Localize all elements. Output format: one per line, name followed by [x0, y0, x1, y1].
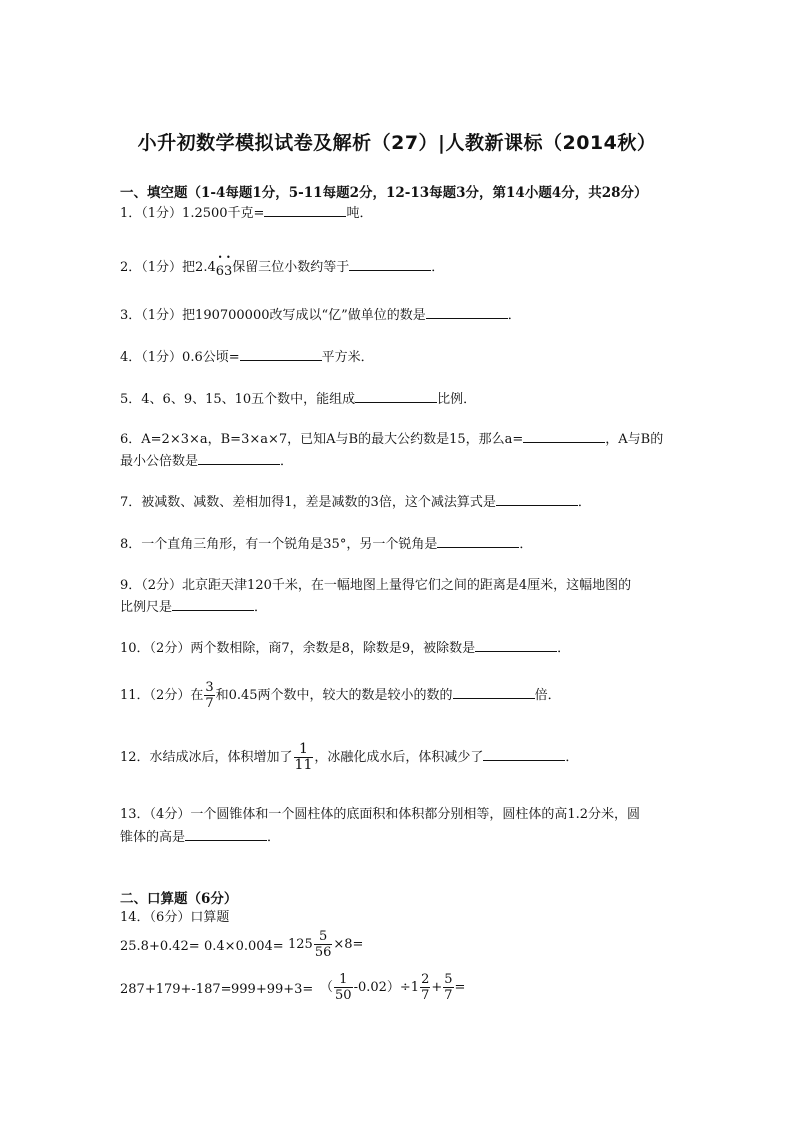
- question-6: [120, 429, 663, 450]
- fraction-numerator: 1: [334, 972, 353, 988]
- fraction-denominator: 7: [444, 988, 453, 1003]
- question-12-text: 12．水结成冰后，体积增加了: [120, 750, 293, 765]
- answer-blank[interactable]: [198, 451, 280, 465]
- equals-sign: =: [454, 980, 466, 995]
- open-paren: （: [320, 980, 334, 995]
- question-9-text-2: 比例尺是: [120, 600, 173, 615]
- question-12-tail: ，冰融化成水后，体积减少了: [314, 750, 484, 765]
- question-13: 13．（4分）一个圆锥体和一个圆柱体的底面积和体积都分别相等，圆柱体的高1.2分米，圆: [120, 807, 640, 822]
- section-1-heading: 一、填空题（1-4每题1分，5-11每题2分，12-13每题3分，第14小题4分，共28分）: [120, 185, 648, 201]
- calc-item: 0.4×0.004=: [204, 939, 284, 954]
- fraction-numerator: 3: [205, 680, 214, 695]
- question-4-unit: 平方米．: [321, 350, 374, 365]
- calc-item: 25.8+0.42=: [120, 939, 200, 954]
- question-1-text: 1．（1分）1.2500千克=: [120, 206, 265, 221]
- answer-blank[interactable]: [240, 347, 322, 361]
- fraction-numerator: 1: [294, 742, 314, 758]
- period: ．: [519, 537, 533, 552]
- question-6-tail: ，A与B的: [605, 432, 664, 447]
- question-12: [120, 742, 578, 773]
- page-title: 小升初数学模拟试卷及解析（27）|人教新课标（2014秋）: [137, 132, 657, 154]
- question-5-text: 5．4、6、9、15、10五个数中，能组成: [120, 392, 356, 407]
- question-4-text: 4．（1分）0.6公顷=: [120, 350, 240, 365]
- question-11-text: 11．（2分）在: [120, 688, 204, 703]
- question-1-unit: 吨．: [346, 206, 373, 221]
- question-2-tail: 保留三位小数约等于: [232, 260, 350, 275]
- calc-item-mixed: [288, 929, 363, 960]
- question-5: [120, 389, 476, 410]
- period: ．: [254, 600, 268, 615]
- question-9: 9．（2分）北京距天津120千米，在一幅地图上量得它们之间的距离是4厘米，这幅地图的: [120, 578, 632, 593]
- repeating-digit: • 3: [224, 262, 232, 282]
- answer-blank[interactable]: [475, 638, 557, 652]
- answer-blank[interactable]: [523, 429, 605, 443]
- fraction-denominator: 56: [314, 945, 332, 960]
- answer-blank[interactable]: [185, 827, 267, 841]
- question-1: [120, 203, 372, 224]
- question-13-line-2: [120, 827, 280, 848]
- question-6-text: 6．A=2×3×a，B=3×a×7，已知A与B的最大公约数是15，那么a=: [120, 432, 524, 447]
- period: ．: [577, 495, 591, 510]
- question-7-text: 7．被减数、减数、差相加得1，差是减数的3倍，这个减法算式是: [120, 495, 496, 510]
- answer-blank[interactable]: [355, 389, 437, 403]
- fraction-denominator: 7: [421, 988, 430, 1003]
- answer-blank[interactable]: [453, 685, 535, 699]
- answer-blank[interactable]: [437, 534, 519, 548]
- fraction-numerator: 2: [421, 972, 430, 987]
- calc-item: 999+99+3=: [231, 982, 314, 997]
- calc-item-complex: [320, 972, 465, 1003]
- section-2-heading: 二、口算题（6分）: [120, 891, 238, 907]
- question-8: [120, 534, 532, 555]
- question-5-tail: 比例．: [437, 392, 477, 407]
- fraction: [314, 929, 333, 960]
- question-3-text: 3．（1分）把190700000改写成以“亿”做单位的数是: [120, 308, 426, 323]
- question-6-line-2: [120, 451, 293, 472]
- question-10-text: 10．（2分）两个数相除，商7，余数是8，除数是9，被除数是: [120, 641, 476, 656]
- fraction-denominator: 50: [335, 988, 352, 1003]
- question-9-line-2: [120, 597, 267, 618]
- answer-blank[interactable]: [496, 492, 578, 506]
- question-6-text-2: 最小公倍数是: [120, 454, 199, 469]
- calc-item: 287+179+-187=: [120, 982, 232, 997]
- question-4: [120, 347, 374, 368]
- answer-blank[interactable]: [426, 305, 508, 319]
- fraction: [420, 972, 430, 1003]
- fraction-denominator: 11: [294, 757, 313, 773]
- question-3: [120, 305, 521, 326]
- answer-blank[interactable]: [172, 597, 254, 611]
- fraction-numerator: 5: [444, 972, 453, 987]
- fraction: [443, 972, 453, 1003]
- question-14-heading: 14．（6分）口算题: [120, 910, 230, 925]
- question-11: [120, 680, 561, 711]
- calc-tail: ×8=: [333, 937, 364, 952]
- question-11-unit: 倍．: [534, 688, 561, 703]
- calc-mid: -0.02）÷1: [353, 980, 420, 995]
- plus-sign: +: [431, 980, 443, 995]
- fraction-numerator: 5: [314, 929, 333, 945]
- question-8-text: 8．一个直角三角形，有一个锐角是35°，另一个锐角是: [120, 537, 438, 552]
- repeating-digit: • 6: [216, 262, 224, 282]
- fraction-denominator: 7: [205, 696, 214, 711]
- period: ．: [431, 260, 445, 275]
- fraction: [204, 680, 214, 711]
- period: ．: [507, 308, 521, 323]
- period: ．: [557, 641, 571, 656]
- answer-blank[interactable]: [349, 257, 431, 271]
- period: ．: [565, 750, 579, 765]
- period: ．: [267, 830, 281, 845]
- answer-blank[interactable]: [483, 747, 565, 761]
- fraction: [334, 972, 353, 1003]
- whole-number: 125: [288, 937, 313, 952]
- question-2-text: 2．（1分）把2.4: [120, 260, 216, 275]
- question-10: [120, 638, 570, 659]
- answer-blank[interactable]: [264, 203, 346, 217]
- question-11-tail: 和0.45两个数中，较大的数是较小的数的: [215, 688, 453, 703]
- question-7: [120, 492, 591, 513]
- fraction: [294, 742, 314, 773]
- question-13-text-2: 锥体的高是: [120, 830, 186, 845]
- period: ．: [280, 454, 294, 469]
- question-2: [120, 257, 444, 278]
